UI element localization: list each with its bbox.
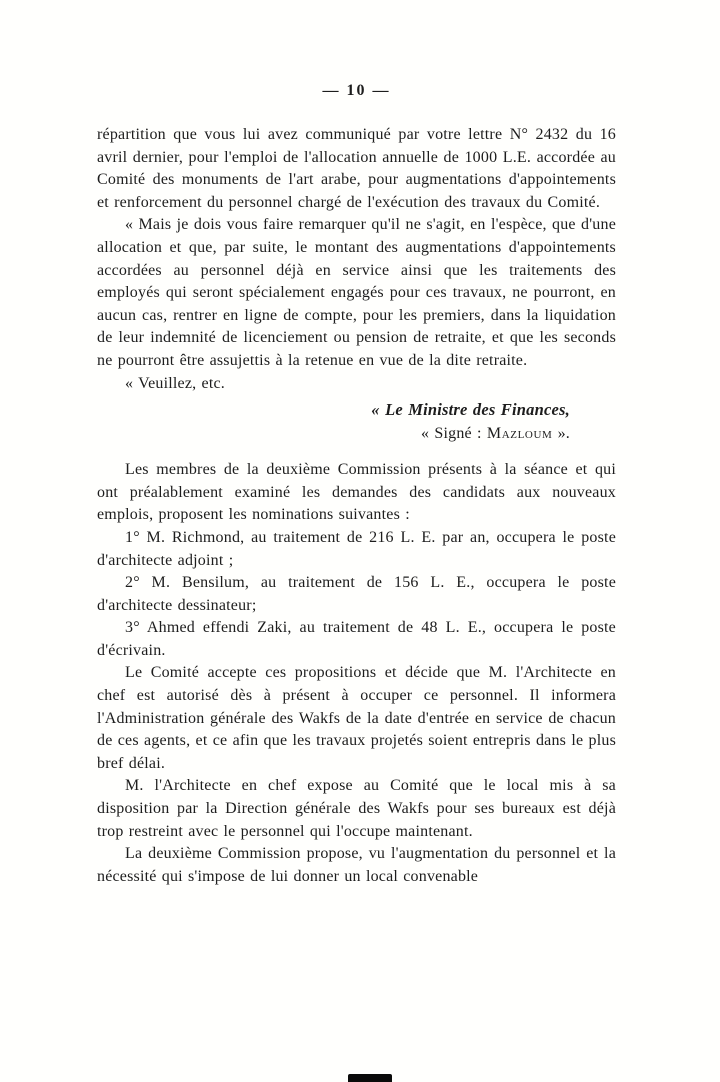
paragraph-commission-intro: Les membres de la deuxième Commission présents à la séance et qui ont préalablement examiné les demandes des candidats aux nouveaux emplois, proposent les nominations suivantes : xyxy=(97,461,616,524)
paragraph-nomination-1: 1° M. Richmond, au traitement de 216 L. E. par an, occupera le poste d'architecte adjoint ; xyxy=(97,528,616,569)
document-body xyxy=(97,124,616,888)
signature-signed-suffix: ». xyxy=(552,425,570,443)
signature-signed-line xyxy=(97,422,570,446)
paragraph-nomination-3: 3° Ahmed effendi Zaki, au traitement de 48 L. E., occupera le poste d'écrivain. xyxy=(97,619,616,659)
paragraph-comite-accepte: Le Comité accepte ces propositions et décide que M. l'Architecte en chef est autorisé dès à présent à occuper ce personnel. Il informera l'Administration générale des Wakfs de la date d'entrée en service de chacun de ces agents, et ce afin que les travaux projetés soient entrepris dans le plus bref délai. xyxy=(97,664,616,772)
page-number: — 10 — xyxy=(322,82,391,99)
signature-minister-title: « Le Ministre des Finances, xyxy=(371,400,570,420)
paragraph-quote: « Mais je dois vous faire remarquer qu'il ne s'agit, en l'espèce, que d'une allocation et que, par suite, le montant des augmentations d'appointements accordées au personnel déjà en service ainsi que les traitements des employés qui seront spécialement engagés pour ces travaux, ne pourront, en aucun cas, rentrer en ligne de compte, pour les premiers, dans la liquidation de leur indemnité de licenciement ou pension de retraite, et que les seconds ne pourront être assujettis à la retenue en vue de la dite retraite. xyxy=(97,216,616,369)
paragraph-nomination-2: 2° M. Bensilum, au traitement de 156 L. E., occupera le poste d'architecte dessinateur; xyxy=(97,574,616,614)
paragraph-architecte-expose: M. l'Architecte en chef expose au Comité que le local mis à sa disposition par la Direction générale des Wakfs pour ses bureaux est déjà trop restreint avec le personnel qui l'occupe maintenant. xyxy=(97,777,616,840)
paragraph-commission-propose: La deuxième Commission propose, vu l'augmentation du personnel et la nécessité qui s'impose de lui donner un local convenable xyxy=(97,845,616,885)
paragraph-veuillez: « Veuillez, etc. xyxy=(125,374,225,392)
signature-block xyxy=(97,398,616,446)
signature-signed-prefix: « Signé : xyxy=(421,425,487,443)
paragraph-continuation: répartition que vous lui avez communiqué par votre lettre N° 2432 du 16 avril dernier, pour l'emploi de l'allocation annuelle de 1000 L.E. accordée au Comité des monuments de l'art arabe, pour augmentations d'appointements et renforcement du personnel chargé de l'exécution des travaux du Comité. xyxy=(97,126,616,211)
signature-signed-name: Mazloum xyxy=(486,425,553,443)
scan-edge-artifact xyxy=(348,1074,392,1082)
